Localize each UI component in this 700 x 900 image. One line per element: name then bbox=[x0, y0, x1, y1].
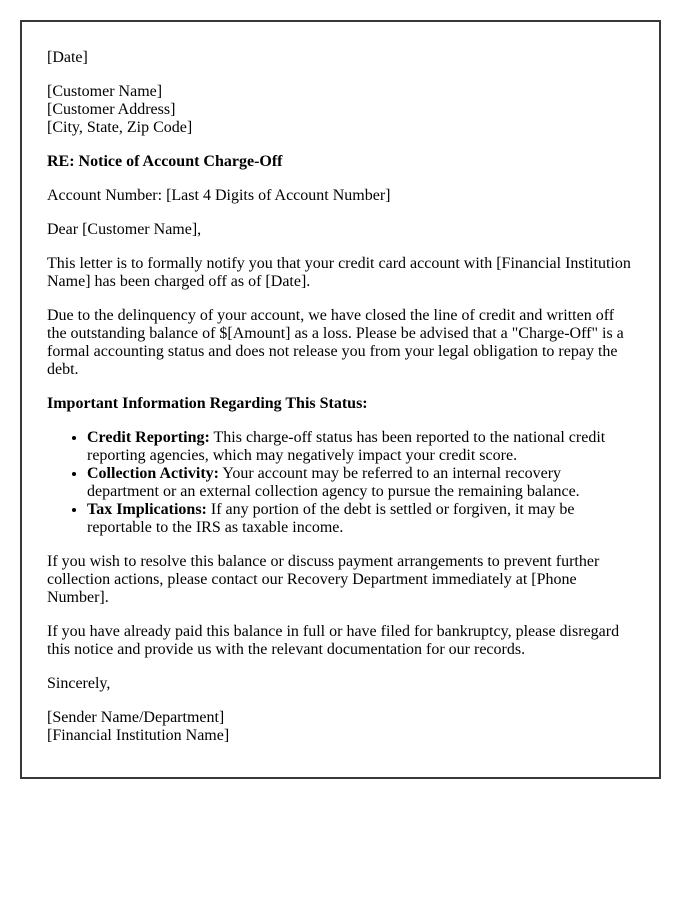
list-item-collection-activity bbox=[87, 465, 633, 501]
body-paragraph-1: This letter is to formally notify you that your credit card account with [Financial Institution Name] has been charged off as of [Date]. bbox=[47, 255, 631, 290]
bullet-text: Your account may be referred to an internal recovery department or an external collection agency to pursue the remaining balance. bbox=[87, 465, 580, 500]
recipient-name: [Customer Name] bbox=[47, 83, 163, 100]
subject-line: RE: Notice of Account Charge-Off bbox=[47, 153, 283, 170]
account-number-line: Account Number: [Last 4 Digits of Account Number] bbox=[47, 187, 391, 204]
date-line: [Date] bbox=[47, 49, 88, 66]
signature-institution: [Financial Institution Name] bbox=[47, 727, 230, 744]
bullet-label: Collection Activity: bbox=[87, 465, 219, 482]
body-paragraph-2: Due to the delinquency of your account, we have closed the line of credit and written off the outstanding balance of $[Amount] as a loss. Please be advised that a "Charge-Off" is a formal accounting status and does not release you from your legal obligation to repay the debt. bbox=[47, 307, 624, 378]
recipient-city-state-zip: [City, State, Zip Code] bbox=[47, 119, 193, 136]
signature-block bbox=[47, 709, 633, 745]
signature-sender: [Sender Name/Department] bbox=[47, 709, 225, 726]
letter-page bbox=[20, 20, 661, 779]
salutation: Dear [Customer Name], bbox=[47, 221, 202, 238]
signoff: Sincerely, bbox=[47, 675, 111, 692]
recipient-address: [Customer Address] bbox=[47, 101, 176, 118]
closing-paragraph-1: If you wish to resolve this balance or discuss payment arrangements to prevent further collection actions, please contact our Recovery Department immediately at [Phone Number]. bbox=[47, 553, 600, 606]
bullet-label: Credit Reporting: bbox=[87, 429, 210, 446]
list-item-credit-reporting bbox=[87, 429, 633, 465]
bullet-text: If any portion of the debt is settled or forgiven, it may be reportable to the IRS as taxable income. bbox=[87, 501, 575, 536]
closing-paragraph-2: If you have already paid this balance in full or have filed for bankruptcy, please disregard this notice and provide us with the relevant documentation for our records. bbox=[47, 623, 620, 658]
bullet-label: Tax Implications: bbox=[87, 501, 207, 518]
list-item-tax-implications bbox=[87, 501, 633, 537]
important-info-list bbox=[47, 429, 633, 537]
important-info-heading: Important Information Regarding This Status: bbox=[47, 395, 368, 412]
bullet-text: This charge-off status has been reported to the national credit reporting agencies, which may negatively impact your credit score. bbox=[87, 429, 606, 464]
recipient-block bbox=[47, 83, 633, 137]
